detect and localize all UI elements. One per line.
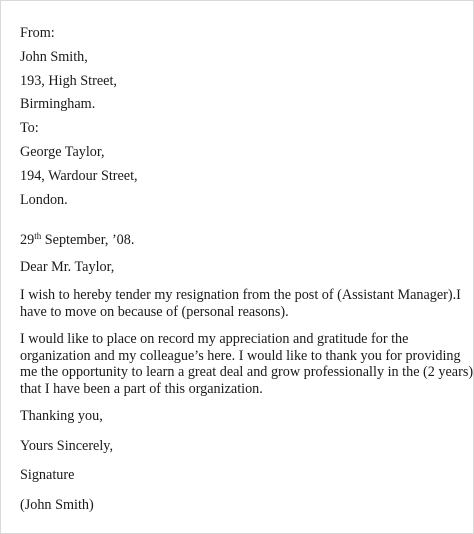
sender-city: Birmingham. [20,96,96,112]
sender-street: 193, High Street, [20,73,117,89]
recipient-name: George Taylor, [20,144,105,160]
date-suffix: th [34,231,42,241]
paragraph-line: that I have been a part of this organization. [20,380,263,397]
recipient-city: London. [20,192,68,208]
signer-name: (John Smith) [20,497,94,513]
closing-sign-off: Yours Sincerely, [20,438,114,454]
paragraph-line: me the opportunity to learn a great deal and grow professionally in the (2 years) [20,364,474,380]
paragraph-line: organization and my colleague’s here. I would like to thank you for providing [20,347,461,364]
closing-thanks: Thanking you, [20,408,103,424]
salutation: Dear Mr. Taylor, [20,259,115,275]
recipient-street: 194, Wardour Street, [20,168,138,184]
paragraph-resignation [20,287,460,320]
sender-name: John Smith, [20,49,88,65]
date-rest: September, ’08. [41,232,135,248]
paragraph-line: I wish to hereby tender my resignation from the post of (Assistant Manager).I [20,287,461,303]
from-label: From: [20,25,55,41]
paragraph-line: have to move on because of (personal reasons). [20,303,289,320]
letter-date [20,232,134,248]
paragraph-appreciation [20,331,474,397]
date-day: 29 [20,232,35,248]
signature-line: Signature [20,467,75,483]
to-label: To: [20,120,39,136]
paragraph-line: I would like to place on record my appreciation and gratitude for the [20,331,409,347]
